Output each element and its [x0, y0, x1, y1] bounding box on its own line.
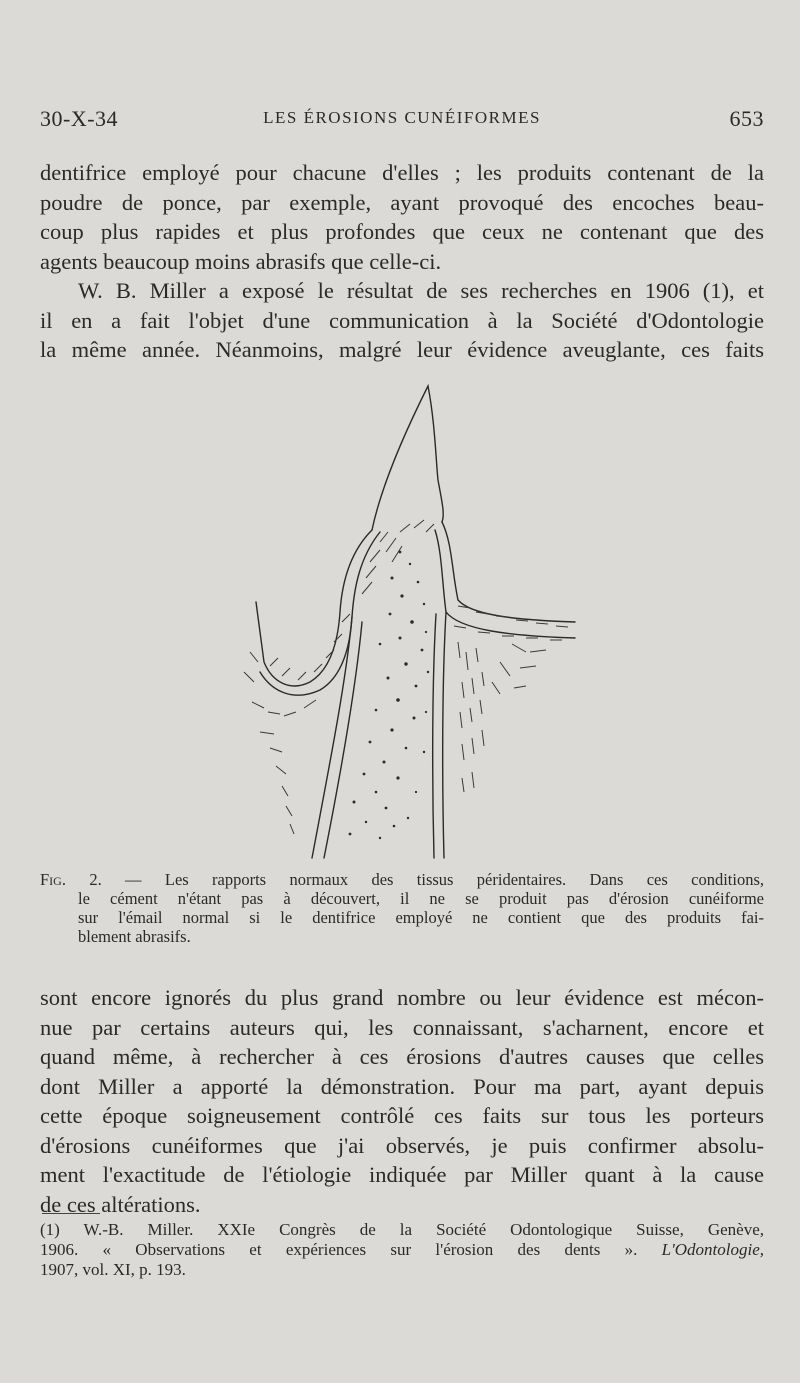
- text-line: sont encore ignorés du plus grand nombre ou leur évidence est mécon-: [40, 985, 764, 1010]
- caption-line: le cément n'étant pas à découvert, il ne se produit pas d'érosion cunéiforme: [78, 889, 764, 908]
- text-line: il en a fait l'objet d'une communication à la Société d'Odontologie: [40, 307, 764, 333]
- footnote: [40, 1220, 764, 1280]
- footnote-line: (1) W.-B. Miller. XXIe Congrès de la Société Odontologique Suisse, Genève,: [40, 1220, 764, 1239]
- caption-line: sur l'émail normal si le dentifrice employé ne contient que des produits fai-: [78, 908, 764, 927]
- text-line: ment l'exactitude de l'étiologie indiquée par Miller quant à la cause: [40, 1162, 764, 1187]
- text-line: poudre de ponce, par exemple, ayant provoqué des encoches beau-: [40, 189, 764, 215]
- figure-caption: [40, 870, 764, 946]
- caption-text: — Les rapports normaux des tissus péridentaires. Dans ces conditions,: [125, 870, 765, 889]
- tooth-illustration: [230, 382, 590, 864]
- text-line: coup plus rapides et plus profondes que ceux ne contenant que des: [40, 219, 764, 244]
- footnote-line: [40, 1240, 764, 1260]
- text-line: dentifrice employé pour chacune d'elles ; les produits contenant de la: [40, 160, 764, 185]
- footnote-text: 1906. « Observations et expériences sur l'érosion des dents ».: [40, 1240, 662, 1259]
- text-line: W. B. Miller a exposé le résultat de ses recherches en 1906 (1), et: [78, 278, 764, 303]
- figure-number: 2.: [89, 870, 102, 889]
- tooth-crown-outline: [372, 386, 443, 530]
- text-line: d'érosions cunéiformes que j'ai observés, je puis confirmer absolu-: [40, 1132, 764, 1158]
- text-line: la même année. Néanmoins, malgré leur évidence aveuglante, ces faits: [40, 337, 764, 362]
- text-line: de ces altérations.: [40, 1191, 201, 1217]
- running-header: [40, 106, 764, 136]
- text-line: cette époque soigneusement contrôlé ces faits sur tous les porteurs: [40, 1103, 764, 1128]
- header-date: 30-X-34: [40, 106, 119, 131]
- text-line: nue par certains auteurs qui, les connaissant, s'acharnent, encore et: [40, 1014, 764, 1040]
- paragraph-2: [40, 983, 764, 1219]
- header-title: LES ÉROSIONS CUNÉIFORMES: [263, 108, 541, 127]
- journal-title: L'Odontologie,: [661, 1240, 764, 1259]
- paragraph-1: [40, 158, 764, 365]
- page-number: 653: [729, 106, 764, 131]
- text-line: agents beaucoup moins abrasifs que celle-ci.: [40, 248, 442, 274]
- footnote-line: 1907, vol. XI, p. 193.: [40, 1260, 186, 1279]
- footnote-rule: [42, 1213, 100, 1214]
- caption-line: [40, 870, 764, 889]
- caption-line: blement abrasifs.: [78, 927, 191, 946]
- root-right-wall: [443, 612, 446, 858]
- figure-label: Fig.: [40, 870, 66, 889]
- text-line: dont Miller a apporté la démonstration. Pour ma part, ayant depuis: [40, 1073, 764, 1099]
- text-line: quand même, à rechercher à ces érosions d'autres causes que celles: [40, 1044, 764, 1069]
